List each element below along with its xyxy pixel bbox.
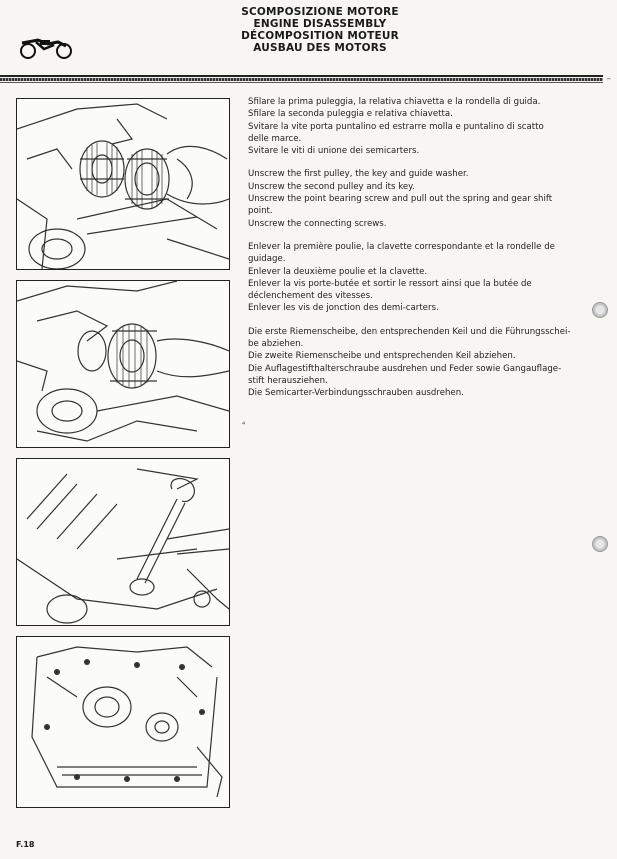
title-french: DÉCOMPOSITION MOTEUR xyxy=(241,30,399,42)
text-line: Svitare la vite porta puntalino ed estrarre molla e puntalino di scatto xyxy=(248,121,544,132)
page-number: F.18 xyxy=(16,840,35,849)
gear-pulley-removal-illustration xyxy=(17,99,229,269)
motorcycle-logo-icon xyxy=(18,34,74,60)
text-line: Sfilare la seconda puleggia e relativa chiavetta. xyxy=(248,109,453,120)
wrench-screw-illustration xyxy=(17,459,229,625)
text-line: stift herausziehen. xyxy=(248,375,328,386)
text-line: point. xyxy=(248,206,273,217)
text-line: Die zweite Riemenscheibe und entsprechenden Keil abziehen. xyxy=(248,351,516,362)
text-line: Die Semicarter-Verbindungsschrauben ausdrehen. xyxy=(248,388,464,399)
text-line: déclenchement des vitesses. xyxy=(248,291,373,302)
instructions-english xyxy=(248,168,576,229)
figure-point-screw xyxy=(16,458,230,626)
instructions-french xyxy=(248,241,576,315)
text-line: guidage. xyxy=(248,254,286,265)
title-english: ENGINE DISASSEMBLY xyxy=(253,18,387,30)
text-line: be abziehen. xyxy=(248,339,304,350)
text-line: delle marce. xyxy=(248,133,302,144)
figure-second-pulley xyxy=(16,280,230,448)
text-line: Sfilare la prima puleggia, la relativa chiavetta e la rondella di guida. xyxy=(248,97,541,107)
stray-mark: ⁴ xyxy=(242,420,246,429)
text-line: Svitare le viti di unione dei semicarters. xyxy=(248,146,420,157)
binder-hole xyxy=(592,536,608,552)
text-line: Enlever la première poulie, la clavette correspondante et la rondelle de xyxy=(248,241,555,252)
second-pulley-removal-illustration xyxy=(17,281,229,447)
text-line: Enlever la vis porte-butée et sortir le ressort ainsi que la butée de xyxy=(248,278,532,289)
text-line: Unscrew the point bearing screw and pull out the spring and gear shift xyxy=(248,194,553,205)
figure-first-pulley xyxy=(16,98,230,270)
corner-mark: – xyxy=(606,74,611,84)
header-divider xyxy=(0,74,617,84)
text-line: Unscrew the first pulley, the key and guide washer. xyxy=(248,169,469,180)
title-german: AUSBAU DES MOTORS xyxy=(253,42,387,54)
text-line: Unscrew the connecting screws. xyxy=(248,218,387,229)
title-italian: SCOMPOSIZIONE MOTORE xyxy=(241,6,399,18)
instructions-italian xyxy=(248,96,576,157)
text-line: Enlever les vis de jonction des demi-carters. xyxy=(248,303,439,314)
text-line: Enlever la deuxième poulie et la clavette. xyxy=(248,266,428,277)
figure-crankcase-screws xyxy=(16,636,230,808)
text-line: Die erste Riemenscheibe, den entsprechenden Keil und die Führungsschei- xyxy=(248,326,571,337)
text-line: Die Auflagestifthalterschraube ausdrehen und Feder sowie Gangauflage- xyxy=(248,363,562,374)
crankcase-screws-illustration xyxy=(17,637,229,807)
text-line: Unscrew the second pulley and its key. xyxy=(248,181,415,192)
binder-hole xyxy=(592,302,608,318)
instruction-text xyxy=(248,96,576,411)
instructions-german xyxy=(248,326,576,400)
page-title xyxy=(200,6,440,54)
